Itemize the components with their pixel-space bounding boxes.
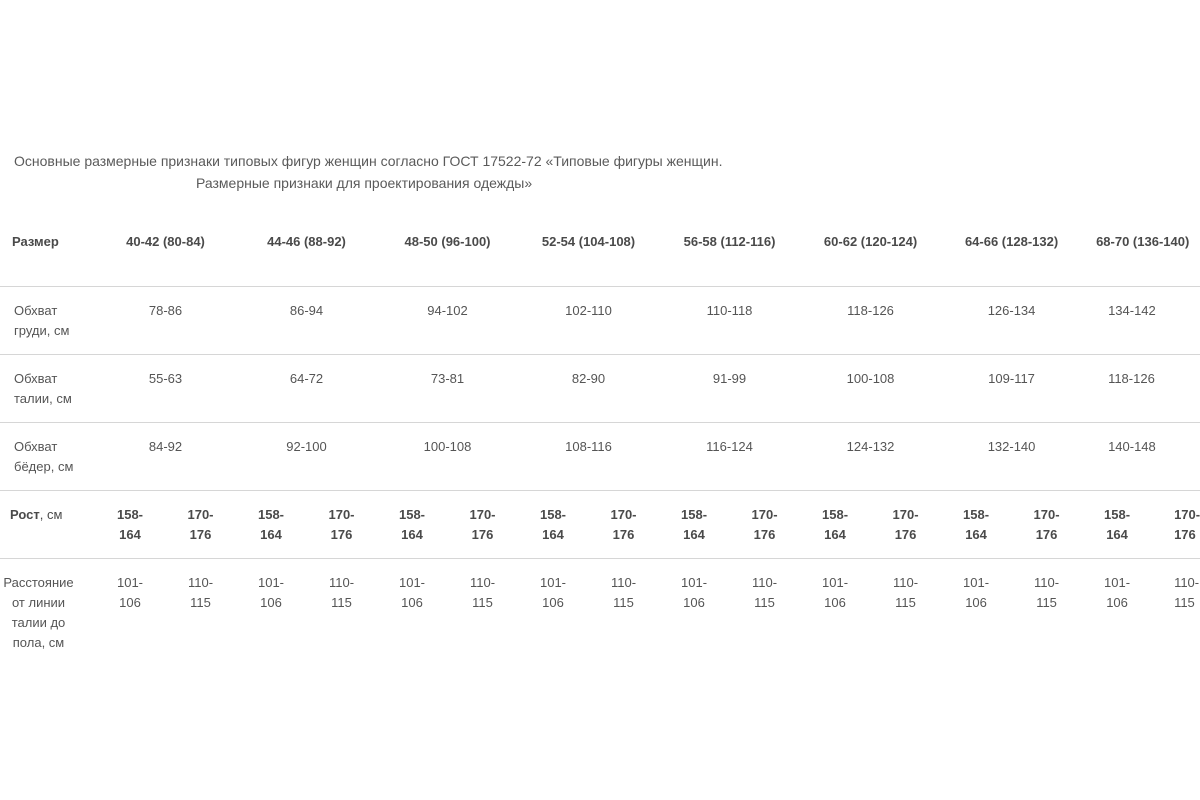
measurement-value: 134-142: [1082, 286, 1200, 354]
caption-line-1: Основные размерные признаки типовых фигур женщин согласно ГОСТ 17522-72 «Типовые фигуры женщин.: [14, 153, 723, 169]
size-header-cell: 44-46 (88-92): [267, 234, 346, 249]
measurement-row-hips: [0, 422, 1200, 490]
size-header-cell: 40-42 (80-84): [126, 234, 205, 249]
size-chart-table: [0, 218, 1200, 668]
distance-value: 110-115: [306, 558, 377, 668]
height-value: 170-176: [306, 490, 377, 558]
measurement-label: Обхват груди, см: [0, 286, 95, 354]
distance-value: 110-115: [729, 558, 800, 668]
distance-value: 110-115: [870, 558, 941, 668]
measurement-value: 92-100: [236, 422, 377, 490]
distance-value: 110-115: [165, 558, 236, 668]
height-label-unit: , см: [39, 506, 63, 522]
size-header-cell: 64-66 (128-132): [964, 234, 1059, 249]
measurement-value: 132-140: [941, 422, 1082, 490]
height-value: 158-164: [1082, 490, 1152, 558]
size-header-cell: 60-62 (120-124): [823, 234, 918, 249]
measurement-value: 126-134: [941, 286, 1082, 354]
size-header-row: [0, 218, 1200, 286]
measurement-value: 109-117: [941, 354, 1082, 422]
height-value: 170-176: [165, 490, 236, 558]
measurement-value: 124-132: [800, 422, 941, 490]
height-row-label: [0, 490, 95, 558]
measurement-value: 116-124: [659, 422, 800, 490]
measurement-row-waist: [0, 354, 1200, 422]
distance-value: 101-106: [941, 558, 1011, 668]
measurement-row-bust: [0, 286, 1200, 354]
distance-value: 101-106: [1082, 558, 1152, 668]
table-caption: [14, 150, 734, 194]
measurement-value: 64-72: [236, 354, 377, 422]
distance-value: 101-106: [236, 558, 306, 668]
measurement-value: 100-108: [377, 422, 518, 490]
measurement-value: 110-118: [659, 286, 800, 354]
size-header-cell: 48-50 (96-100): [404, 234, 491, 249]
measurement-value: 91-99: [659, 354, 800, 422]
height-value: 170-176: [729, 490, 800, 558]
height-value: 170-176: [588, 490, 659, 558]
measurement-value: 55-63: [95, 354, 236, 422]
measurement-value: 100-108: [800, 354, 941, 422]
height-value: 158-164: [800, 490, 870, 558]
measurement-value: 73-81: [377, 354, 518, 422]
height-value: 170-176: [1011, 490, 1082, 558]
height-value: 170-176: [1152, 490, 1200, 558]
height-label-text: Рост: [10, 506, 40, 522]
distance-value: 101-106: [95, 558, 165, 668]
measurement-value: 86-94: [236, 286, 377, 354]
measurement-value: 78-86: [95, 286, 236, 354]
measurement-value: 82-90: [518, 354, 659, 422]
size-header-cell: 52-54 (104-108): [541, 234, 636, 249]
measurement-label: Обхват талии, см: [0, 354, 95, 422]
height-row: [0, 490, 1200, 558]
height-value: 158-164: [659, 490, 729, 558]
height-value: 170-176: [447, 490, 518, 558]
height-value: 158-164: [95, 490, 165, 558]
size-header-cell: 56-58 (112-116): [683, 234, 776, 249]
measurement-value: 140-148: [1082, 422, 1200, 490]
measurement-value: 108-116: [518, 422, 659, 490]
height-value: 158-164: [377, 490, 447, 558]
measurement-value: 118-126: [800, 286, 941, 354]
size-row-label: Размер: [12, 234, 59, 249]
distance-value: 110-115: [1152, 558, 1200, 668]
distance-value: 110-115: [588, 558, 659, 668]
distance-value: 110-115: [1011, 558, 1082, 668]
height-value: 158-164: [518, 490, 588, 558]
distance-value: 101-106: [659, 558, 729, 668]
distance-value: 101-106: [800, 558, 870, 668]
size-header-cell: 68-70 (136-140): [1096, 234, 1190, 249]
distance-value: 101-106: [518, 558, 588, 668]
height-value: 158-164: [941, 490, 1011, 558]
measurement-label: Обхват бёдер, см: [0, 422, 95, 490]
distance-row-label: Расстояние от линии талии до пола, см: [0, 558, 95, 668]
measurement-value: 84-92: [95, 422, 236, 490]
distance-row: [0, 558, 1200, 668]
measurement-value: 118-126: [1082, 354, 1200, 422]
measurement-value: 102-110: [518, 286, 659, 354]
distance-value: 101-106: [377, 558, 447, 668]
height-value: 170-176: [870, 490, 941, 558]
height-value: 158-164: [236, 490, 306, 558]
measurement-value: 94-102: [377, 286, 518, 354]
caption-line-2: Размерные признаки для проектирования одежды»: [196, 175, 533, 191]
distance-value: 110-115: [447, 558, 518, 668]
